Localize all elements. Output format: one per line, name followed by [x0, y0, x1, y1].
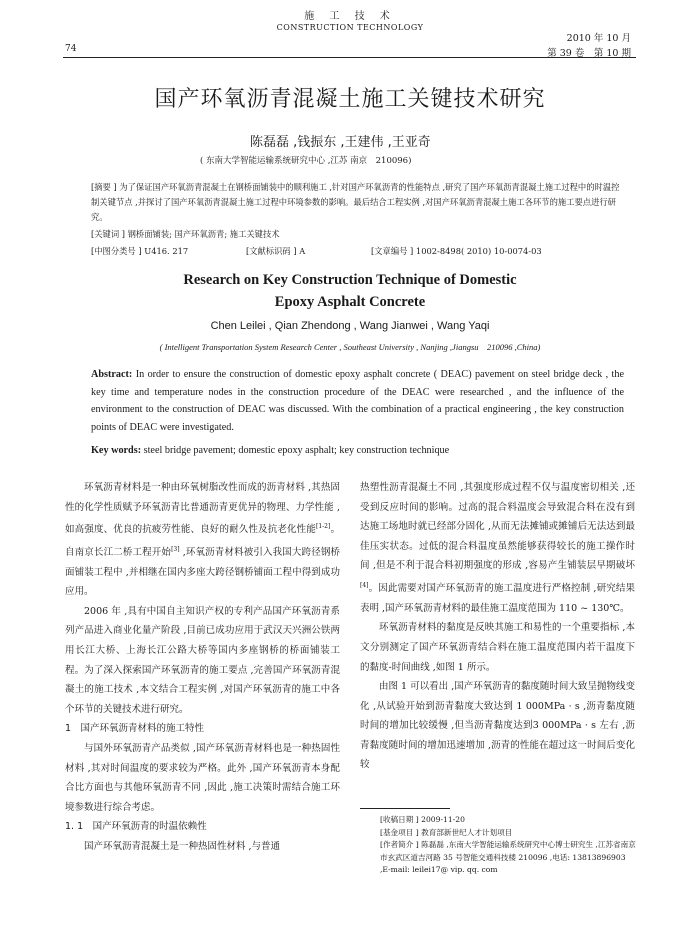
subsection-heading: 1. 1 国产环氧沥青的时温依赖性: [65, 821, 207, 833]
keywords-en-text: steel bridge pavement; domestic epoxy asphalt; key construction technique: [141, 445, 450, 456]
body-column-right: [360, 478, 635, 775]
paper-title-cn: 国产环氧沥青混凝土施工关键技术研究: [154, 87, 546, 112]
clc-number: [中图分类号 ] U416. 217: [91, 246, 189, 256]
paragraph: 热塑性沥青混凝土不同 ,其强度形成过程不仅与温度密切相关 ,还受到反应时间的影响。过高的混合料温度会导致混合料在没有到达施工场地时就已经部分固化 ,从而无法摊铺或摊铺后无法达到最佳压实状态。过低的混合料温度虽然能够获得较长的施工操作时间 ,但是不利于混合料初期强度的形成 ,容易产生铺装层早期破坏[4]。因此需要对国产环氧沥青的施工温度进行严格控制 ,研究结果表明 ,国产环氧沥青材料的最佳施工温度范围为 110 ~ 130℃。: [360, 482, 635, 614]
abstract-en: [91, 366, 624, 436]
title-en-line2: Epoxy Asphalt Concrete: [274, 294, 426, 310]
section-heading: 1 国产环氧沥青材料的施工特性: [65, 723, 205, 735]
paragraph: 国产环氧沥青混凝土是一种热固性材料 ,与普通: [84, 841, 281, 852]
author-bio: [作者简介 ] 陈磊磊 ,东南大学智能运输系统研究中心博士研究生 ,江苏省南京市玄武区道吉河路 35 号智能交通科技楼 210096 ,电话: 13813896903 ,E-mail: leilei17@ vip. qq. com: [380, 840, 636, 874]
keywords-cn: [关键词 ] 钢桥面铺装; 国产环氧沥青; 施工关键技术: [91, 229, 280, 239]
paragraph: 环氧沥青材料的黏度是反映其施工和易性的一个重要指标 ,本文分别测定了国产环氧沥青结合料在施工温度范围内若干温度下的黏度-时间曲线 ,如图 1 所示。: [360, 622, 635, 673]
journal-name-cn: 施 工 技 术: [304, 11, 396, 22]
issue-date: 2010 年 10 月: [566, 33, 631, 44]
journal-name-en: CONSTRUCTION TECHNOLOGY: [276, 23, 424, 32]
header-rule: [63, 57, 636, 58]
authors-en: Chen Leilei , Qian Zhendong , Wang Jianwei , Wang Yaqi: [210, 320, 490, 332]
paragraph: 环氧沥青材料是一种由环氧树脂改性而成的沥青材料 ,其热固性的化学性质赋予环氧沥青比普通沥青更优异的物理、力学性能 ,如高强度、优良的抗疲劳性能、良好的耐久性及抗老化性能[1-2]。自南京长江二桥工程开始[3] ,环氧沥青材料被引入我国大跨径钢桥面铺装工程中 ,并相继在国内多座大跨径钢桥铺面工程中得到成功应用。: [65, 482, 340, 598]
affiliation-cn: ( 东南大学智能运输系统研究中心 ,江苏 南京 210096): [200, 156, 412, 166]
volume-issue: 第 39 卷 第 10 期: [547, 48, 631, 59]
citation: [1-2]: [315, 523, 331, 531]
paper-title-en: [80, 269, 620, 313]
title-en-line1: Research on Key Construction Technique of Domestic: [183, 272, 517, 288]
footnote-rule: [360, 808, 450, 809]
keywords-en: [91, 445, 449, 456]
abstract-cn: [摘要 ] 为了保证国产环氧沥青混凝土在钢桥面铺装中的顺利施工 ,针对国产环氧沥青的性能特点 ,研究了国产环氧沥青混凝土施工过程中的时温控制关键节点 ,并探讨了国产环氧沥青混凝土施工过程中环境参数的影响。最后结合工程实例 ,对国产环氧沥青混凝土施工各环节的施工要点进行研究。: [91, 182, 620, 222]
keywords-label: Key words:: [91, 445, 142, 456]
paragraph: 由图 1 可以看出 ,国产环氧沥青的黏度随时间大致呈抛物线变化 ,从试验开始到沥青黏度大致达到 1 000MPa · s ,沥青黏度随时间的增加比较缓慢 ,但当沥青黏度达到3 000MPa · s 左右 ,沥青黏度随时间的增加迅速增加 ,沥青的性能在超过这一时间后变化较: [360, 681, 635, 771]
body-column-left: [65, 478, 340, 857]
fund-project: [基金项目 ] 教育部新世纪人才计划项目: [380, 827, 513, 837]
abstract-label: Abstract:: [91, 369, 133, 380]
paragraph: 与国外环氧沥青产品类似 ,国产环氧沥青材料也是一种热固性材料 ,其对时间温度的要求较为严格。此外 ,国产环氧沥青本身配合比方面也与其他环氧沥青不同 ,因此 ,施工决策时需结合施工环境参数进行综合考虑。: [65, 743, 340, 813]
abstract-en-text: In order to ensure the construction of domestic epoxy asphalt concrete ( DEAC) pavement on steel bridge deck , the key time and temperature nodes in the construction procedure of the DEAC were researched , and the influence of the environment to the construction of DEAC was discussed. With the combination of a practical engineering , the key construction points of DEAC were investigated.: [91, 369, 624, 433]
affiliation-en: ( Intelligent Transportation System Research Center , Southeast University , Nanjing ,Jiangsu 210096 ,China): [159, 342, 541, 352]
page-number: 74: [65, 44, 77, 54]
authors-cn: 陈磊磊 ,钱振东 ,王建伟 ,王亚奇: [250, 135, 431, 150]
footnote: [380, 814, 638, 877]
paragraph: 2006 年 ,具有中国自主知识产权的专利产品国产环氧沥青系列产品进入商业化量产阶段 ,目前已成功应用于武汉天兴洲公铁两用长江大桥、上海长江公路大桥等国内多座钢桥的桥面铺装工程。为了深入探索国产环氧沥青的施工要点 ,完善国产环氧沥青混凝土的施工技术 ,本文结合工程实例 ,对国产环氧沥青的施工中各个环节的关键技术进行研究。: [65, 605, 340, 715]
citation: [3]: [171, 545, 180, 553]
citation: [4]: [360, 581, 369, 589]
received-date: [收稿日期 ] 2009-11-20: [380, 815, 465, 824]
document-code: [文献标识码 ] A: [246, 246, 306, 256]
article-number: [文章编号 ] 1002-8498( 2010) 10-0074-03: [371, 246, 542, 256]
